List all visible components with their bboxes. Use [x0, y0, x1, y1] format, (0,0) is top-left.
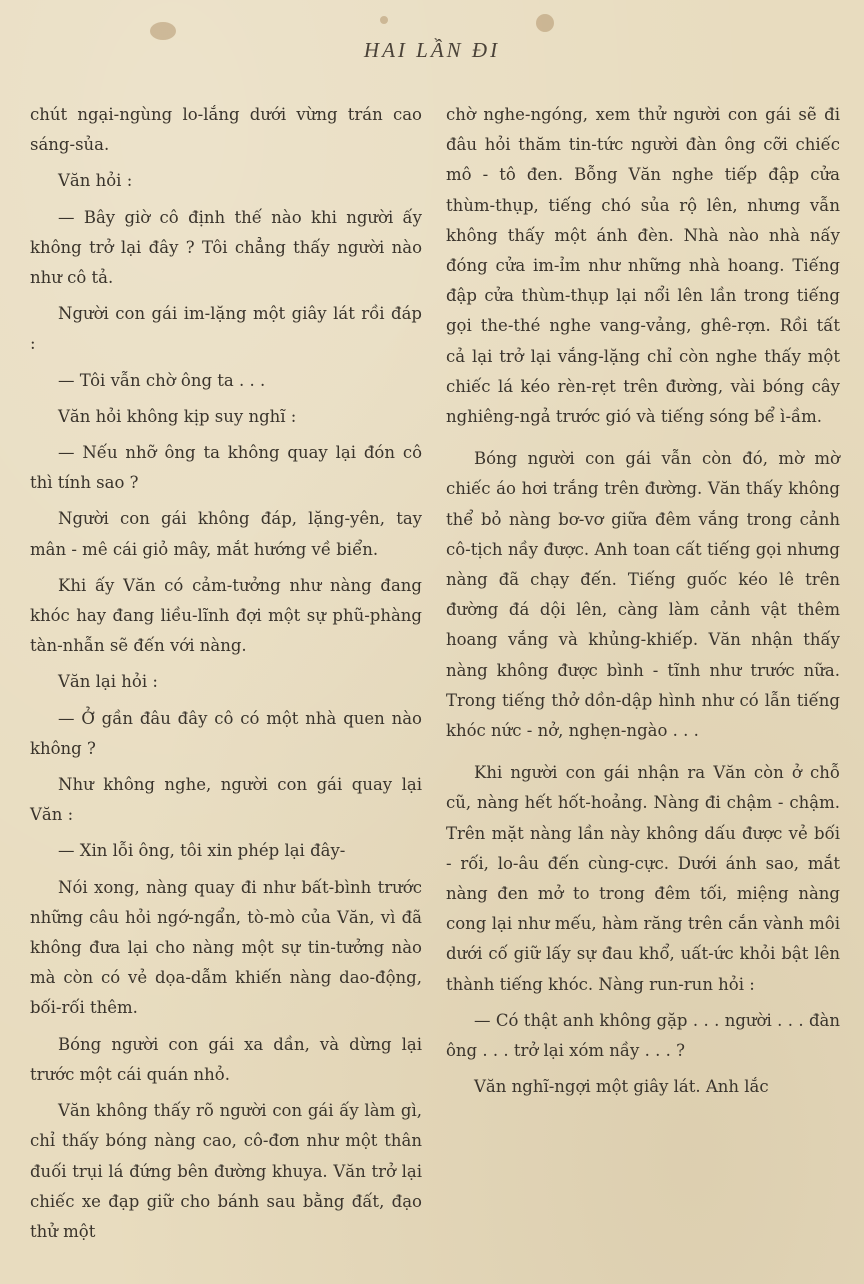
page-stain	[380, 16, 388, 24]
page-stain	[536, 14, 554, 32]
right-column	[446, 100, 840, 1109]
running-header: HAI LẦN ĐI	[363, 38, 501, 62]
paragraph: Văn hỏi không kịp suy nghĩ :	[58, 406, 297, 426]
paragraph: — Ở gần đâu đây cô có một nhà quen nào không ?	[30, 708, 422, 758]
paragraph: — Có thật anh không gặp . . . người . . . đàn ông . . . trở lại xóm nầy . . . ?	[446, 1010, 840, 1061]
paragraph: Bóng người con gái xa dần, và dừng lại trước một cái quán nhỏ.	[30, 1034, 422, 1084]
left-column	[30, 100, 422, 1253]
paragraph: — Tôi vẫn chờ ông ta . . .	[58, 370, 266, 390]
paragraph: Bóng người con gái vẫn còn đó, mờ mờ chiếc áo hơi trắng trên đường. Văn thấy không thể bỏ nàng bơ-vơ giữa đêm vắng trong cảnh cô-tịch nầy được. Anh toan cất tiếng gọi nhưng nàng đã chạy đến. Tiếng guốc kéo lê trên đường đá dội lên, càng làm cảnh vật thêm hoang vắng và khủng-khiếp. Văn nhận thấy nàng không được bình - tĩnh như trước nữa. Trong tiếng thở dồn-dập hình như có lẫn tiếng khóc nức - nở, nghẹn-ngào . . .	[446, 449, 840, 741]
paragraph: Người con gái không đáp, lặng-yên, tay mân - mê cái giỏ mây, mắt hướng về biển.	[30, 509, 422, 559]
paragraph: Người con gái im-lặng một giây lát rồi đáp :	[30, 304, 422, 354]
paragraph: chút ngại-ngùng lo-lắng dưới vừng trán cao sáng-sủa.	[30, 105, 422, 155]
paragraph: Nói xong, nàng quay đi như bất-bình trước những câu hỏi ngớ-ngẩn, tò-mò của Văn, vì đã không đưa lại cho nàng một sự tin-tưởng nào mà còn có vẻ dọa-dẫm khiến nàng dao-động, bối-rối thêm.	[30, 877, 422, 1018]
paragraph: Như không nghe, người con gái quay lại Văn :	[30, 775, 422, 825]
paragraph: Khi người con gái nhận ra Văn còn ở chỗ cũ, nàng hết hốt-hoảng. Nàng đi chậm - chậm. Trên mặt nàng lần này không dấu được vẻ bối - rối, lo-âu đến cùng-cực. Dưới ánh sao, mắt nàng đen mở to trong đêm tối, miệng nàng cong lại như mếu, hàm răng trên cắn vành môi dưới cố giữ lấy sự đau khổ, uất-ức khỏi bật lên thành tiếng khóc. Nàng run-run hỏi :	[446, 763, 840, 994]
paragraph: chờ nghe-ngóng, xem thử người con gái sẽ đi đâu hỏi thăm tin-tức người đàn ông cỡi chiếc mô - tô đen. Bỗng Văn nghe tiếp đập cửa thùm-thụp, tiếng chó sủa rộ lên, nhưng vẫn không thấy một ánh đèn. Nhà nào nhà nấy đóng cửa im-ỉm như những nhà hoang. Tiếng đập cửa thùm-thụp lại nổi lên lần trong tiếng gọi the-thé nghe vang-vảng, ghê-rợn. Rồi tất cả lại trở lại vắng-lặng chỉ còn nghe thấy một chiếc lá kéo rèn-rẹt trên đường, vài bóng cây nghiêng-ngả trước gió và tiếng sóng bể ì-ầm.	[446, 105, 840, 427]
paragraph: Văn hỏi :	[58, 171, 133, 191]
paragraph: — Xin lỗi ông, tôi xin phép lại đây-	[58, 841, 346, 861]
paragraph: Văn nghĩ-ngợi một giây lát. Anh lắc	[474, 1077, 769, 1097]
paragraph: Khi ấy Văn có cảm-tưởng như nàng đang khóc hay đang liều-lĩnh đợi một sự phũ-phàng tàn-nhẫn sẽ đến với nàng.	[30, 575, 422, 656]
paragraph: Văn lại hỏi :	[58, 672, 158, 692]
paragraph: — Bây giờ cô định thế nào khi người ấy không trở lại đây ? Tôi chẳng thấy người nào như cô tả.	[30, 207, 422, 288]
paragraph: Văn không thấy rõ người con gái ấy làm gì, chỉ thấy bóng nàng cao, cô-đơn như một thân đuối trụi lá đứng bên đường khuya. Văn trở lại chiếc xe đạp giữ cho bánh sau bằng đất, đạo thử một	[30, 1101, 422, 1241]
paragraph: — Nếu nhỡ ông ta không quay lại đón cô thì tính sao ?	[30, 443, 422, 493]
